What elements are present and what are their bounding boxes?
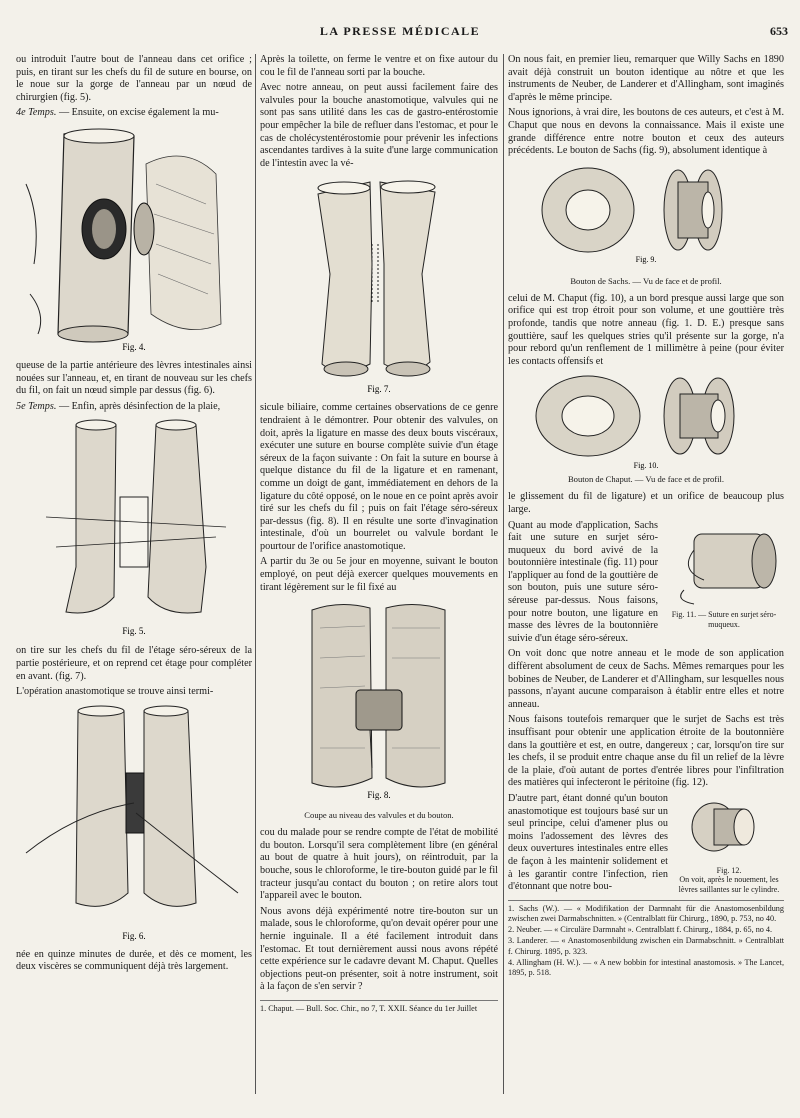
paragraph: née en quinze minutes de durée, et dès ce moment, les deux viscères se communiquent déjà très largement. xyxy=(16,948,252,973)
footnotes xyxy=(508,900,784,978)
page-number: 653 xyxy=(770,24,788,38)
paragraph: Nous faisons toutefois remarquer que le surjet de Sachs est très insuffisant pour obtenir une application étroite de la boutonnière dans la gouttière et est, en outre, dangereux ; car, lorsqu'on tire sur les chefs, il se produit entre chaque anse du fil un relief de la lèvre de la plaie, d'où autant de portes d'entrée libres pour l'infiltration des matières qui infecteront le péritoine (fig. 12). xyxy=(508,714,784,789)
figure-10 xyxy=(508,372,784,485)
column-1 xyxy=(16,54,252,977)
paragraph: On voit donc que notre anneau et le mode de son application diffèrent absolument de ceux de Sachs. Mêmes remarques pour les bobines de Neuber, de Landerer et d'Allingham, sur lesquelles nous passons, n'ayant aucune comparaison à établir entre elles et notre anneau. xyxy=(508,648,784,710)
sachs-button-illustration xyxy=(508,162,784,274)
paragraph xyxy=(16,107,252,120)
journal-title: LA PRESSE MÉDICALE xyxy=(319,24,481,38)
paragraph: queuse de la partie antérieure des lèvres intestinales ainsi nouées sur l'anneau, et, en tirant de nouveau sur les chefs du fil, on fait un nœud simple par dessus (fig. 6). xyxy=(16,359,252,397)
figure-caption: Fig. 10. xyxy=(633,461,659,471)
footnote: 1. Sachs (W.). — « Modifikation der Darmnaht für die Anastomosenbildung zwischen zwei Darmabschnitten. » (Centralblatt für Chirurg., 1890, p. 753, no 40. xyxy=(508,903,784,923)
figure-6 xyxy=(16,703,252,943)
figure-caption: Fig. 6. xyxy=(122,930,146,941)
figure-caption: Fig. 9. xyxy=(635,254,657,264)
paragraph: Quant au mode d'application, Sachs fait une suture en surjet séro-muqueux du bord avivé de la boutonnière intestinale (fig. 11) pour l'appliquer au fond de la gouttière de son bouton, puis une suture séro-séreuse par-dessus. Nous faisons, pour notre bouton, une ligature en masse des lèvres de la boutonnière suivie d'un étage séro-séreux. xyxy=(508,519,658,644)
paragraph: Nous ignorions, à vrai dire, les boutons de ces auteurs, et c'est à M. Chaput que nous en devons la connaissance. Mais il existe une grande différence entre notre bouton et ceux des auteurs précédents. Le bouton de Sachs (fig. 9), absolument identique à xyxy=(508,107,784,157)
column-3 xyxy=(508,54,784,979)
figure-caption: Fig. 12. xyxy=(716,865,742,875)
paragraph: le glissement du fil de ligature) et un orifice de beaucoup plus large. xyxy=(508,491,784,515)
figure-caption: Fig. 8. xyxy=(367,790,391,801)
footnote: 4. Allingham (H. W.). — « A new bobbin for intestinal anastomosis. » The Lancet, 1895, p. 518. xyxy=(508,957,784,977)
column-divider xyxy=(255,54,256,1094)
paragraph: sicule biliaire, comme certaines observations de ce genre tendraient à le démontrer. Pour obtenir des valvules, on doit, après la ligature en masse des deux bouts viscéraux, exécuter une suture en bourse complète suivie d'un étage séreux de la façon suivante : On fait la suture en bourse à quelque distance du fil de la ligature et en ramenant, comme un doigt de gant, immédiatement en dehors de la ligature du côté opposé, on le noue en ce point après avoir tiré sur les chefs du fil ; puis on fait l'étage séro-séreux par-dessus (fig. 8). Il en résulte une sorte d'invagination intestinale, d'où un bourrelet ou valvule bordant le pourtour de l'orifice anastomotique. xyxy=(260,402,498,552)
paragraph: Après la toilette, on ferme le ventre et on fixe autour du cou le fil de l'anneau sorti par la bouche. xyxy=(260,54,498,78)
footnote: 1. Chaput. — Bull. Soc. Chir., no 7, T. XXII. Séance du 1er Juillet xyxy=(260,1003,478,1013)
chaput-button-illustration xyxy=(508,372,784,472)
paragraph: cou du malade pour se rendre compte de l'état de mobilité du bouton. Lorsqu'il sera complètement libre (en général au bout de quatre à huit jours), on réintroduit, par la bouche, sous le chloroforme, le tire-bouton guidé par le fil tracteur jusqu'au contact du bouton ; on retire alors tout l'appareil avec le bouton. xyxy=(260,827,498,902)
column-divider xyxy=(503,54,504,1094)
figure-subcaption: Bouton de Sachs. — Vu de face et de profil. xyxy=(570,275,722,286)
suture-illustration xyxy=(664,520,784,606)
paragraph-text: — Enfin, après désinfection de la plaie, xyxy=(56,400,221,412)
figure-4 xyxy=(16,124,252,354)
double-intestine-illustration xyxy=(16,417,252,639)
paragraph: D'autre part, étant donné qu'un bouton anastomotique est toujours basé sur un seul principe, celui d'amener plus ou moins l'adossement des lèvres des deux ouvertures intestinales entre elles de façon à les maintenir solidement et à les garantir contre l'infection, rien d'étonnant que notre bou- xyxy=(508,792,668,893)
step-label: 5e Temps. xyxy=(16,400,57,412)
page-header xyxy=(0,0,800,40)
figure-7 xyxy=(260,174,498,396)
footnotes xyxy=(260,1000,498,1014)
figure-subcaption: On voit, après le nouement, les lèvres saillantes sur le cylindre. xyxy=(678,875,780,894)
paragraph: On nous fait, en premier lieu, remarquer que Willy Sachs en 1890 avait déjà construit un bouton identique au nôtre et que les instruments de Neuber, de Landerer et d'Allingham, sont imaginés d'après le même principe. xyxy=(508,54,784,103)
paragraph: L'opération anastomotique se trouve ainsi termi- xyxy=(16,686,214,698)
valve-intestine-illustration xyxy=(260,174,498,396)
figure-subcaption: Coupe au niveau des valvules et du bouton. xyxy=(304,810,454,821)
figure-subcaption: Bouton de Chaput. — Vu de face et de profil. xyxy=(567,474,725,485)
column-2 xyxy=(260,54,498,1015)
footnote: 2. Neuber. — « Circuläre Darmnaht ». Centralblatt f. Chirurg., 1884, p. 65, no 4. xyxy=(508,925,773,935)
figure-caption: Fig. 5. xyxy=(122,626,146,637)
figure-5 xyxy=(16,417,252,639)
figure-caption: Fig. 7. xyxy=(367,384,391,395)
paragraph: Nous avons déjà expérimenté notre tire-bouton sur un malade, sous le chloroforme, qu'on devait opérer pour une hernie inguinale. Il a été facilement introduit dans l'estomac. Et tout dernièrement aussi nous avons répété cette expérience sur le cadavre devant M. Chaput. Quelles objections peut-on présenter, soit à notre instrument, soit à la façon de s'en servir ? xyxy=(260,905,498,993)
footnote: 3. Landerer. — « Anastomosenbildung zwischen ein Darmabschnitt. » Centralblatt f. Chirurg. 1895, p. 323. xyxy=(508,936,784,956)
figure-9 xyxy=(508,162,784,287)
paragraph: ou introduit l'autre bout de l'anneau dans cet orifice ; puis, en tirant sur les chefs du fil de suture en bourse, on le noue sur la gorge de l'anneau par un nœud de chirurgien (fig. 5). xyxy=(16,54,252,103)
joined-intestines-illustration xyxy=(16,703,252,943)
figure-caption: Fig. 11. — Suture en surjet séro-muqueux. xyxy=(671,610,777,629)
paragraph-text: — Ensuite, on excise également la mu- xyxy=(56,107,219,119)
paragraph: Avec notre anneau, on peut aussi facilement faire des valvules pour la bouche anastomotique, valvules qui ne sont pas sans utilité dans les cas de gastro-entérostomie pour empêcher la bile de refluer dans l'estomac, et pour le cas de cholécystentérostomie pour prévenir les infections ascendantes tardives à la suite d'une large communication de l'intestin avec la vé- xyxy=(260,82,498,169)
paragraph: A partir du 3e ou 5e jour en moyenne, suivant le bouton employé, on peut déjà exercer quelques mouvements en tirant légèrement sur le fil fixé au xyxy=(260,556,498,593)
figure-11 xyxy=(664,520,784,630)
section-valves-illustration xyxy=(260,598,498,808)
figure-8 xyxy=(260,598,498,821)
paragraph xyxy=(16,401,252,414)
intestine-ring-illustration xyxy=(16,124,252,354)
paragraph: on tire sur les chefs du fil de l'étage séro-séreux de la partie postérieure, et on reprend cet étage pour compléter en avant. (fig. 7). xyxy=(16,645,252,682)
cylinder-illustration xyxy=(674,793,784,861)
figure-12 xyxy=(674,793,784,894)
paragraph: celui de M. Chaput (fig. 10), a un bord presque aussi large que son orifice qui est trop étroit pour son volume, et une gouttière très profonde, tandis que notre anneau (fig. 1. D. E.) presque sans gouttière, sauf les quelques stries qu'il présente sur la gorge, n'a pour rebord qu'un renflement de 1 millimètre à peine (pour éviter les contacts offensifs et xyxy=(508,292,784,367)
figure-caption: Fig. 4. xyxy=(122,341,146,352)
step-label: 4e Temps. xyxy=(16,107,57,119)
